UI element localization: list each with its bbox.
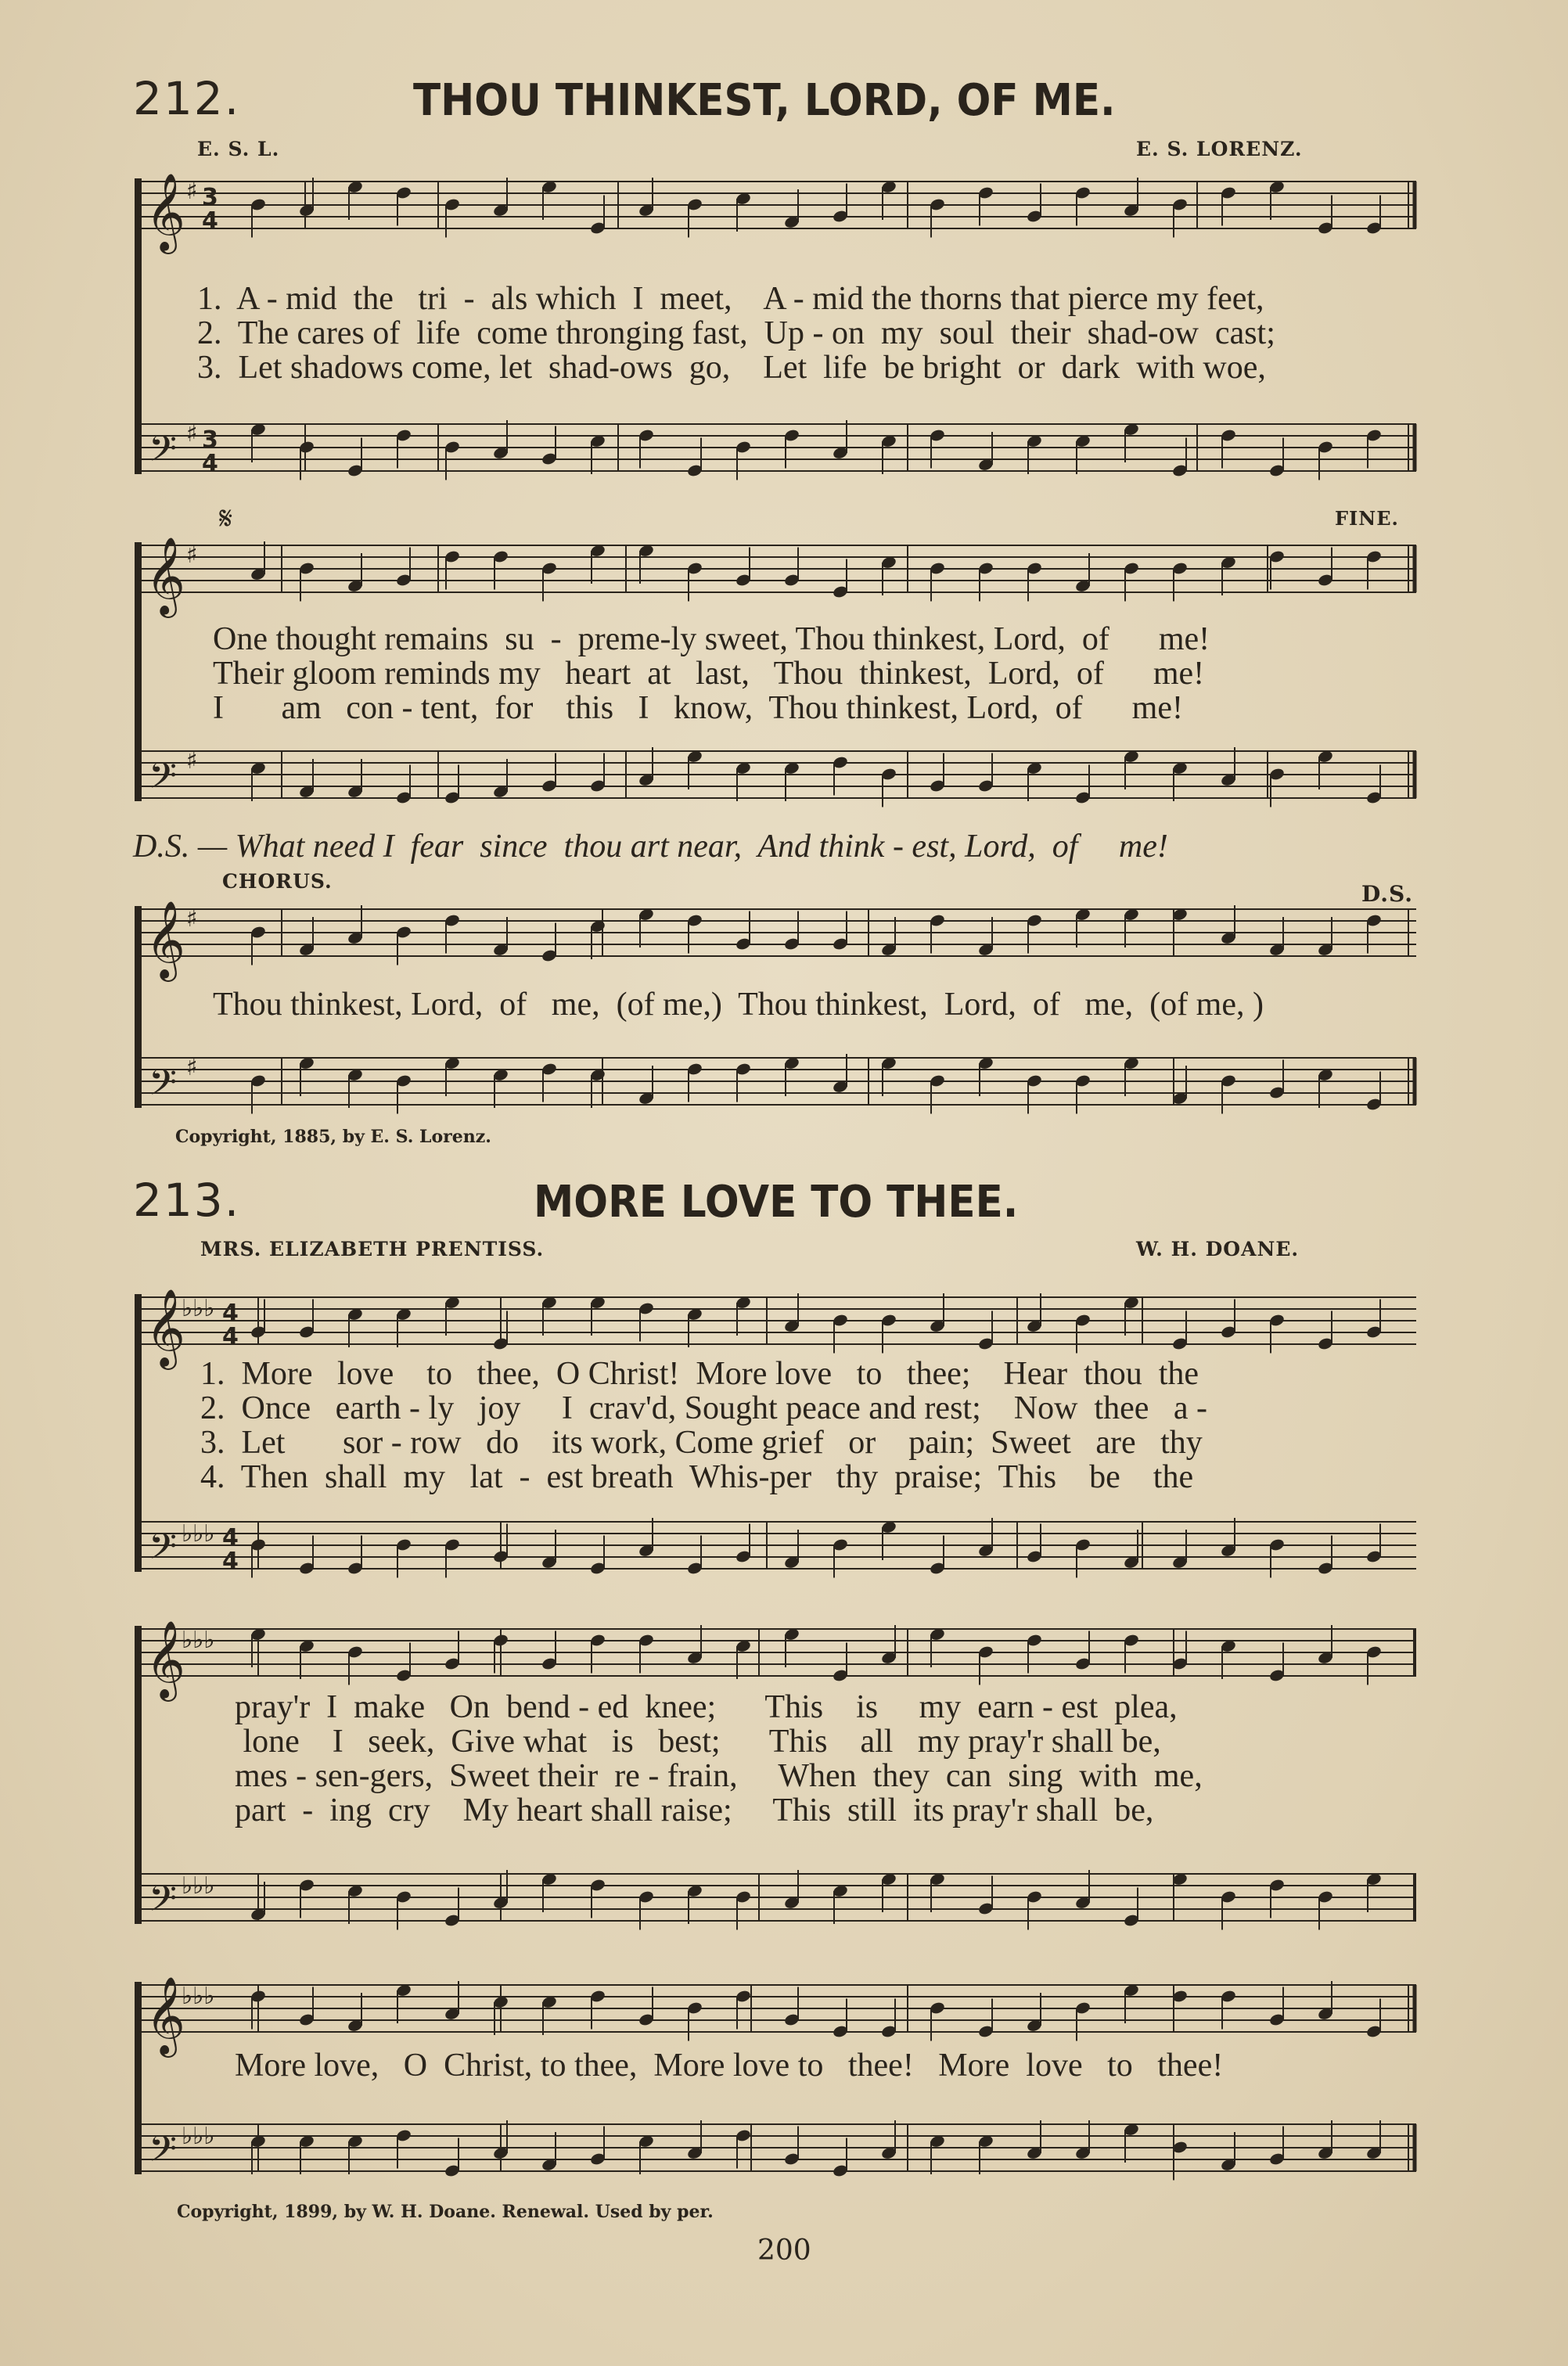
music-credit: W. H. DOANE. <box>1136 1238 1300 1260</box>
svg-text:3: 3 <box>202 184 218 211</box>
svg-text:♯: ♯ <box>186 420 198 448</box>
svg-text:𝄞: 𝄞 <box>146 1289 185 1367</box>
verse-2-line-1: 2. The cares of life come thronging fast, Up - on my soul their shad-ow cast; <box>197 315 1275 351</box>
chorus-lyrics: Thou thinkest, Lord, of me, (of me,) Thou thinkest, Lord, of me, (of me, ) <box>213 987 1264 1023</box>
svg-text:𝄞: 𝄞 <box>146 901 185 979</box>
svg-text:♯: ♯ <box>186 1054 198 1081</box>
segno-mark: 𝄋 <box>219 501 233 537</box>
svg-text:♯: ♯ <box>186 541 198 569</box>
svg-text:𝄞: 𝄞 <box>146 537 185 615</box>
fine-mark: FINE. <box>1335 507 1399 530</box>
svg-text:♭♭♭: ♭♭♭ <box>182 1627 215 1654</box>
verse-2-line-2: Their gloom reminds my heart at last, Thou thinkest, Lord, of me! <box>213 656 1205 692</box>
hymn-title: MORE LOVE TO THEE. <box>534 1177 1019 1228</box>
svg-text:♭♭♭: ♭♭♭ <box>182 1295 215 1322</box>
svg-text:𝄞: 𝄞 <box>146 1976 185 2055</box>
copyright-212: Copyright, 1885, by E. S. Lorenz. <box>175 1127 491 1147</box>
verse-2-line-2: lone I seek, Give what is best; This all my pray'r shall be, <box>235 1724 1161 1760</box>
svg-text:3: 3 <box>202 426 218 454</box>
svg-text:𝄢: 𝄢 <box>149 1062 178 1113</box>
svg-text:𝄞: 𝄞 <box>146 1620 185 1699</box>
svg-text:4: 4 <box>202 450 218 477</box>
svg-text:♭♭♭: ♭♭♭ <box>182 1983 215 2010</box>
svg-text:4: 4 <box>222 1323 239 1350</box>
svg-text:4: 4 <box>222 1524 239 1552</box>
verse-1-line-1: 1. More love to thee, O Christ! More love to thee; Hear thou the <box>200 1356 1199 1392</box>
svg-text:𝄢: 𝄢 <box>149 428 178 479</box>
svg-text:♯: ♯ <box>186 905 198 933</box>
svg-text:𝄢: 𝄢 <box>149 1878 178 1929</box>
verse-1-line-1: 1. A - mid the tri - als which I meet, A - mid the thorns that pierce my feet, <box>197 281 1264 317</box>
chorus-label: CHORUS. <box>222 870 333 893</box>
music-credit: E. S. LORENZ. <box>1136 138 1303 160</box>
page-number: 200 <box>757 2235 811 2267</box>
verse-4-line-1: 4. Then shall my lat - est breath Whis-per thy praise; This be the <box>200 1459 1194 1495</box>
svg-text:𝄞: 𝄞 <box>146 173 185 251</box>
verse-3-line-1: 3. Let sor - row do its work, Come grief or pain; Sweet are thy <box>200 1425 1203 1461</box>
svg-text:♭♭♭: ♭♭♭ <box>182 2123 215 2150</box>
ds-lyric-line: D.S. — What need I fear since thou art near, And think - est, Lord, of me! <box>133 829 1168 865</box>
verse-1-line-2: pray'r I make On bend - ed knee; This is my earn - est plea, <box>235 1689 1178 1725</box>
svg-text:♯: ♯ <box>186 747 198 775</box>
svg-text:𝄢: 𝄢 <box>149 2128 178 2179</box>
hymn-number: 212. <box>133 72 241 125</box>
verse-3-line-1: 3. Let shadows come, let shad-ows go, Let life be bright or dark with woe, <box>197 350 1266 386</box>
hymn-title: THOU THINKEST, LORD, OF ME. <box>413 75 1116 126</box>
svg-text:4: 4 <box>222 1300 239 1327</box>
refrain-lyrics: More love, O Christ, to thee, More love to thee! More love to thee! <box>235 2048 1224 2084</box>
verse-2-line-1: 2. Once earth - ly joy I crav'd, Sought peace and rest; Now thee a - <box>200 1390 1207 1426</box>
words-credit: MRS. ELIZABETH PRENTISS. <box>200 1238 545 1260</box>
svg-text:𝄢: 𝄢 <box>149 755 178 806</box>
ds-mark: D.S. <box>1361 881 1414 907</box>
svg-text:♭♭♭: ♭♭♭ <box>182 1872 215 1900</box>
copyright-213: Copyright, 1899, by W. H. Doane. Renewal. Used by per. <box>177 2202 714 2222</box>
verse-4-line-2: part - ing cry My heart shall raise; This still its pray'r shall be, <box>235 1792 1154 1828</box>
svg-text:4: 4 <box>222 1548 239 1575</box>
verse-1-line-2: One thought remains su - preme-ly sweet, Thou thinkest, Lord, of me! <box>213 621 1210 657</box>
svg-text:♭♭♭: ♭♭♭ <box>182 1520 215 1548</box>
verse-3-line-2: I am con - tent, for this I know, Thou thinkest, Lord, of me! <box>213 690 1183 726</box>
verse-3-line-2: mes - sen-gers, Sweet their re - frain, When they can sing with me, <box>235 1758 1203 1794</box>
svg-text:4: 4 <box>202 207 218 235</box>
svg-text:♯: ♯ <box>186 178 198 205</box>
hymn-number: 213. <box>133 1174 241 1227</box>
svg-text:𝄢: 𝄢 <box>149 1526 178 1577</box>
words-credit: E. S. L. <box>197 138 280 160</box>
